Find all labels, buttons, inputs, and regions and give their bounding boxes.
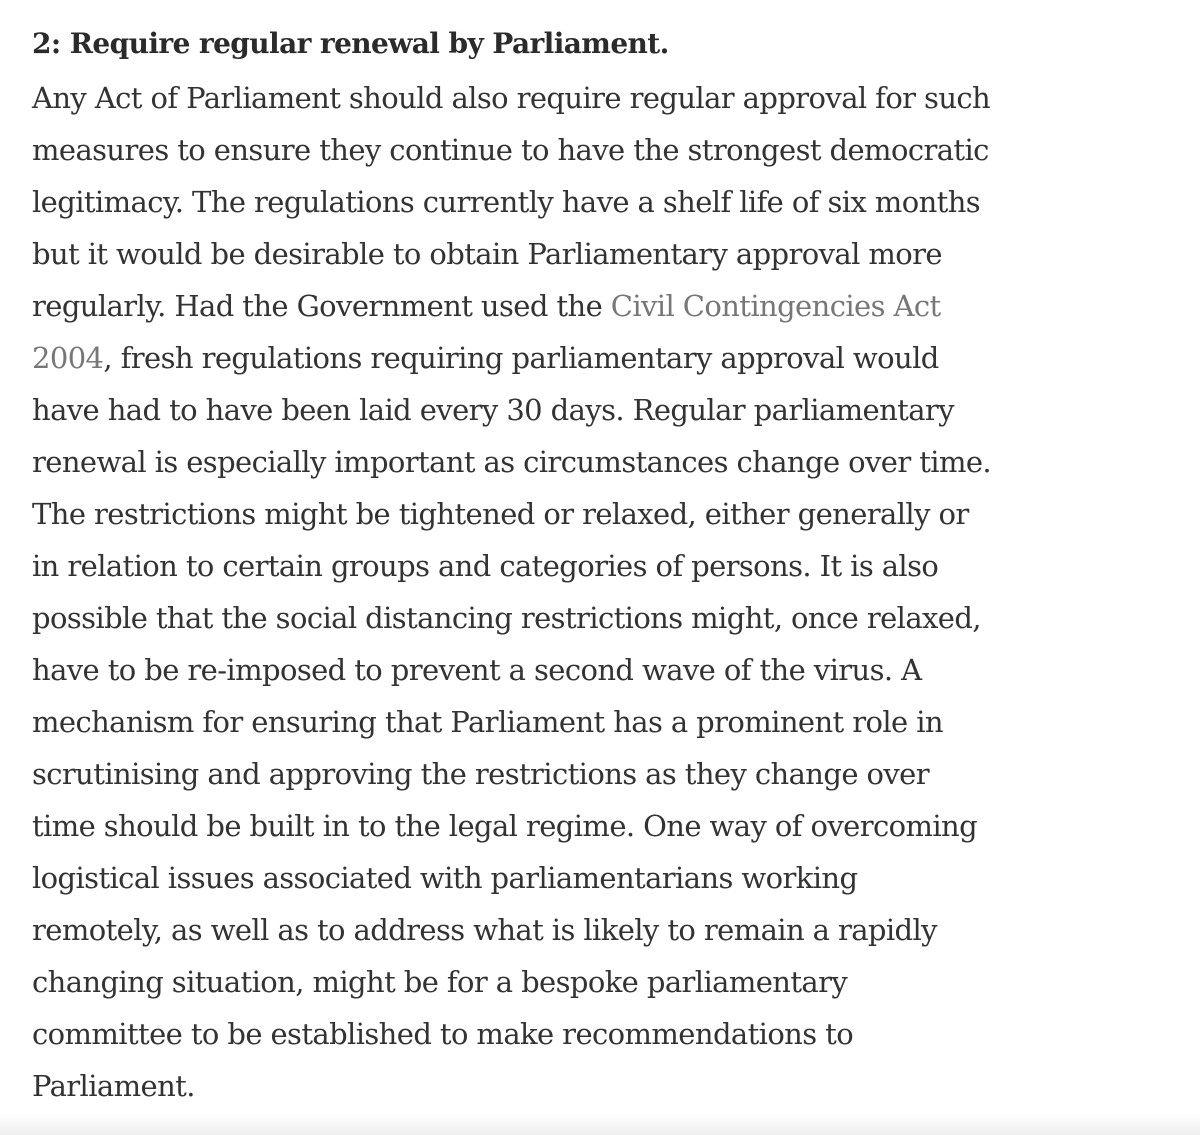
paragraph-line: changing situation, might be for a bespoke parliamentary xyxy=(32,965,848,999)
paragraph-line: Any Act of Parliament should also require regular approval for such xyxy=(32,81,991,115)
paragraph-line: legitimacy. The regulations currently have a shelf life of six months xyxy=(32,185,981,219)
paragraph-line: have had to have been laid every 30 days. Regular parliamentary xyxy=(32,393,954,427)
section-paragraph xyxy=(32,72,1170,1112)
civil-contingencies-act-link-year[interactable]: 2004 xyxy=(32,341,104,375)
paragraph-line: committee to be established to make recommendations to xyxy=(32,1017,854,1051)
paragraph-line xyxy=(32,332,1170,384)
paragraph-line: have to be re-imposed to prevent a second wave of the virus. A xyxy=(32,653,922,687)
paragraph-text: , fresh regulations requiring parliamentary approval would xyxy=(103,341,939,375)
paragraph-line: but it would be desirable to obtain Parliamentary approval more xyxy=(32,237,942,271)
civil-contingencies-act-link[interactable]: Civil Contingencies Act xyxy=(610,289,941,323)
paragraph-line xyxy=(32,280,1170,332)
paragraph-line: renewal is especially important as circumstances change over time. xyxy=(32,445,992,479)
paragraph-line: The restrictions might be tightened or relaxed, either generally or xyxy=(32,497,969,531)
paragraph-line: Parliament. xyxy=(32,1069,195,1103)
paragraph-line: measures to ensure they continue to have the strongest democratic xyxy=(32,133,989,167)
paragraph-line: logistical issues associated with parliamentarians working xyxy=(32,861,858,895)
paragraph-line: remotely, as well as to address what is likely to remain a rapidly xyxy=(32,913,937,947)
paragraph-text: regularly. Had the Government used the xyxy=(32,289,611,323)
paragraph-line: time should be built in to the legal regime. One way of overcoming xyxy=(32,809,978,843)
bottom-fade xyxy=(0,1113,1200,1135)
paragraph-line: in relation to certain groups and categories of persons. It is also xyxy=(32,549,939,583)
paragraph-line: mechanism for ensuring that Parliament has a prominent role in xyxy=(32,705,943,739)
paragraph-line: scrutinising and approving the restrictions as they change over xyxy=(32,757,929,791)
section-heading: 2: Require regular renewal by Parliament. xyxy=(32,27,669,60)
paragraph-line: possible that the social distancing restrictions might, once relaxed, xyxy=(32,601,981,635)
